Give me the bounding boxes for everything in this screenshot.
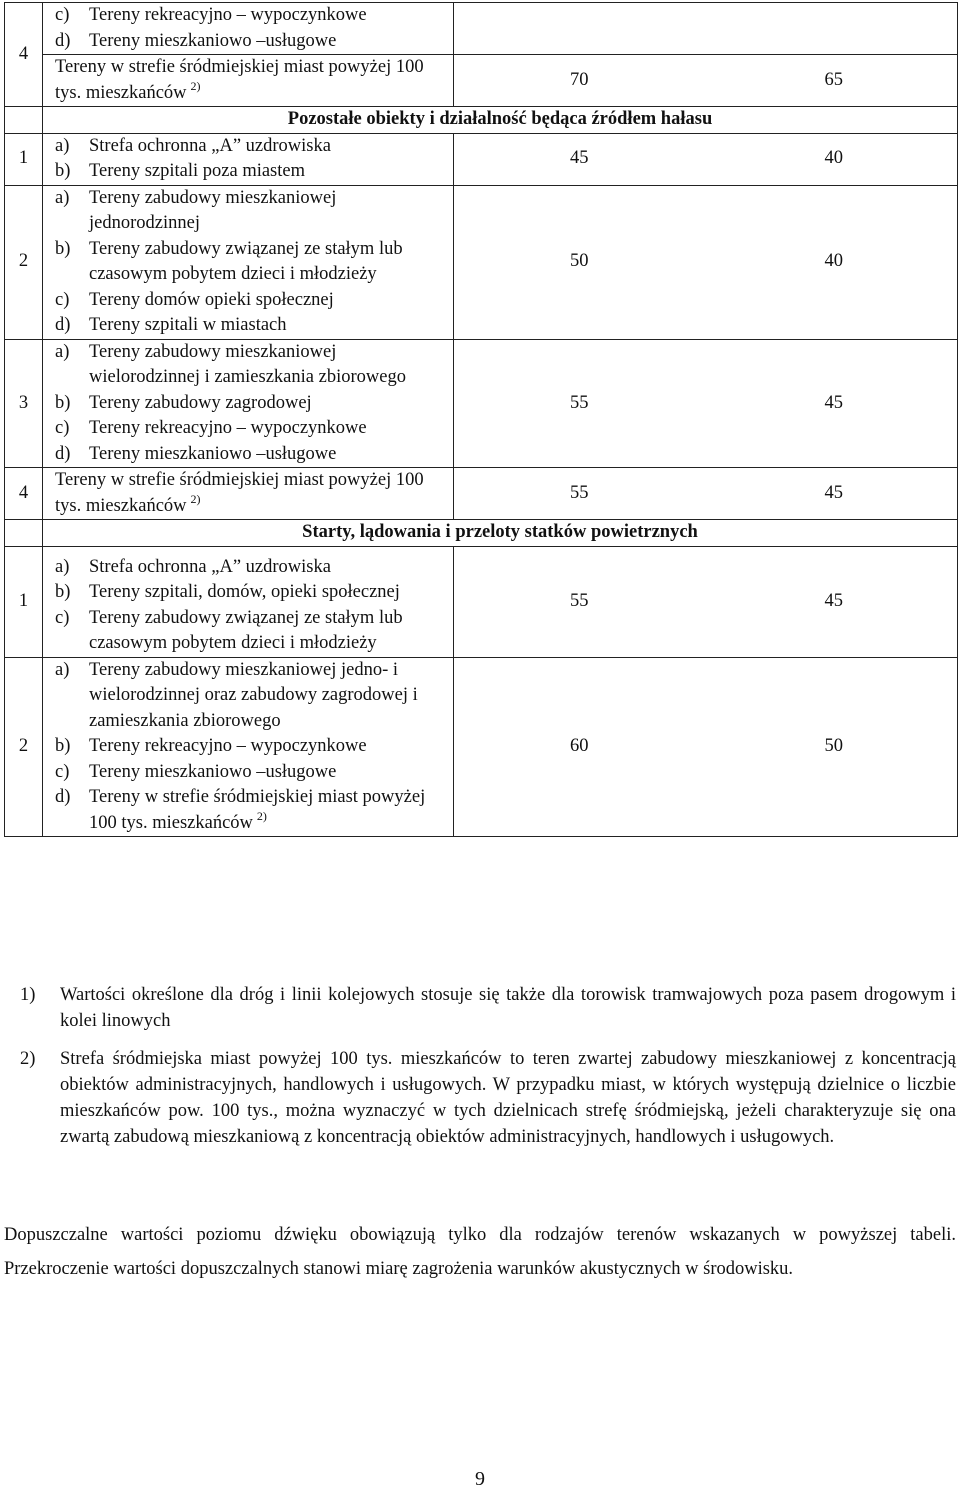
list-item (55, 29, 449, 55)
footnote-ref: 2) (190, 491, 201, 506)
item-label: b) (55, 238, 71, 259)
item-text (89, 442, 449, 468)
day-limit: 55 (570, 590, 589, 611)
item-text-content: Tereny rekreacyjno – wypoczynkowe (89, 5, 367, 25)
item-text (89, 416, 449, 442)
list-item (55, 658, 449, 735)
list-item (55, 606, 449, 657)
item-text-content: Tereny mieszkaniowo –usługowe (89, 761, 337, 782)
row-number: 3 (5, 339, 43, 468)
values-pair (454, 146, 957, 172)
night-limit: 50 (824, 736, 843, 756)
item-text-content: Tereny szpitali poza miastem (89, 161, 306, 181)
noise-limits-table (4, 2, 958, 837)
list-item (55, 134, 449, 160)
area-type-cell (43, 657, 454, 837)
values-pair (454, 481, 957, 507)
day-limit: 45 (570, 148, 589, 169)
cell-text-content: Tereny w strefie śródmiejskiej miast powyżej 100 tys. mieszkańców (55, 57, 424, 103)
item-label: a) (55, 341, 70, 362)
night-limit: 45 (824, 392, 843, 413)
section-number-cell (5, 107, 43, 134)
section-number-cell (5, 520, 43, 547)
area-type-cell (43, 3, 454, 55)
table-row (5, 468, 958, 520)
item-text (89, 340, 449, 391)
limit-values-cell (454, 546, 958, 657)
list-item (55, 760, 449, 786)
limit-values-cell (454, 468, 958, 520)
area-type-cell (43, 185, 454, 339)
values-pair (454, 734, 957, 760)
list-item (55, 3, 449, 29)
item-label: a) (55, 556, 70, 577)
item-text (89, 3, 449, 29)
section-header-row (5, 107, 958, 134)
row-number: 1 (5, 133, 43, 185)
footnote-label: 1) (20, 985, 36, 1005)
item-label: d) (55, 443, 71, 464)
day-limit: 50 (570, 251, 589, 272)
list-item (55, 340, 449, 391)
row-number: 4 (5, 3, 43, 107)
item-label: d) (55, 30, 71, 51)
item-text (89, 288, 449, 314)
section-title: Pozostałe obiekty i działalność będąca źródłem hałasu (43, 107, 958, 134)
item-text-content: Tereny zabudowy zagrodowej (89, 392, 312, 413)
footnote-ref: 2) (256, 808, 267, 823)
item-text (89, 391, 449, 417)
list-item (55, 416, 449, 442)
limit-values-cell (454, 3, 958, 55)
item-text (89, 29, 449, 55)
item-text (89, 313, 449, 339)
item-label: c) (55, 607, 70, 628)
item-label: c) (55, 5, 70, 25)
limit-values-cell (454, 657, 958, 837)
item-text (89, 555, 449, 581)
item-label: a) (55, 135, 70, 156)
list-item (55, 442, 449, 468)
area-type-cell (43, 468, 454, 520)
item-text (89, 760, 449, 786)
day-limit: 55 (570, 482, 589, 503)
list-item (55, 785, 449, 836)
item-label: b) (55, 582, 71, 602)
day-limit: 60 (570, 736, 589, 756)
footnote-ref: 2) (190, 78, 201, 93)
item-label: b) (55, 392, 71, 413)
item-text (89, 186, 449, 237)
item-label: b) (55, 161, 71, 181)
limit-values-cell (454, 185, 958, 339)
table-row (5, 339, 958, 468)
item-text-content: Tereny zabudowy związanej ze stałym lub czasowym pobytem dzieci i młodzieży (89, 607, 403, 653)
cell-text (55, 468, 449, 519)
item-text-content: Tereny szpitali w miastach (89, 315, 287, 335)
table-row (5, 3, 958, 55)
list-item (55, 186, 449, 237)
item-text-content: Strefa ochronna „A” uzdrowiska (89, 135, 331, 156)
cell-text-content: Tereny w strefie śródmiejskiej miast powyżej 100 tys. mieszkańców (55, 470, 424, 516)
list-item (55, 159, 449, 185)
day-limit: 55 (570, 392, 589, 413)
item-label: c) (55, 761, 70, 782)
list-item (55, 391, 449, 417)
item-text-content: Tereny domów opieki społecznej (89, 289, 334, 310)
table-row (5, 185, 958, 339)
limit-values-cell (454, 339, 958, 468)
limit-values-cell (454, 133, 958, 185)
area-type-cell (43, 55, 454, 107)
footnote (20, 982, 956, 1034)
row-number: 2 (5, 185, 43, 339)
list-item (55, 734, 449, 760)
section-header-row (5, 520, 958, 547)
item-text (89, 237, 449, 288)
row-number: 1 (5, 546, 43, 657)
area-type-cell (43, 339, 454, 468)
night-limit: 40 (824, 251, 843, 272)
item-text (89, 785, 449, 836)
item-text (89, 606, 449, 657)
item-label: b) (55, 736, 71, 756)
item-label: c) (55, 418, 70, 438)
item-text-content: Tereny rekreacyjno – wypoczynkowe (89, 418, 367, 438)
night-limit: 45 (824, 590, 843, 611)
item-text-content: Tereny zabudowy mieszkaniowej wielorodzinnej i zamieszkania zbiorowego (89, 341, 406, 387)
list-item (55, 555, 449, 581)
table-row (5, 55, 958, 107)
item-text (89, 134, 449, 160)
list-item (55, 580, 449, 606)
item-label: d) (55, 315, 71, 335)
table-row (5, 546, 958, 657)
cell-text (55, 55, 449, 106)
table-row (5, 657, 958, 837)
item-text (89, 159, 449, 185)
item-text (89, 580, 449, 606)
area-type-cell (43, 546, 454, 657)
item-text-content: Tereny mieszkaniowo –usługowe (89, 30, 337, 51)
item-text-content: Tereny zabudowy mieszkaniowej jednorodzinnej (89, 187, 337, 233)
item-text-content: Tereny w strefie śródmiejskiej miast powyżej 100 tys. mieszkańców (89, 787, 426, 833)
night-limit: 65 (824, 69, 843, 90)
item-label: a) (55, 659, 70, 680)
values-pair (454, 589, 957, 615)
page-number: 9 (475, 1468, 485, 1490)
day-limit: 70 (570, 69, 589, 90)
item-text-content: Tereny rekreacyjno – wypoczynkowe (89, 736, 367, 756)
values-pair (454, 391, 957, 417)
night-limit: 40 (824, 148, 843, 169)
footnote (20, 1046, 956, 1150)
footnote-text: Wartości określone dla dróg i linii kolejowych stosuje się także dla torowisk tramwajowych poza pasem drogowym i kolei linowych (60, 985, 956, 1031)
night-limit: 45 (824, 482, 843, 503)
values-pair (454, 68, 957, 94)
table-row (5, 133, 958, 185)
row-number: 4 (5, 468, 43, 520)
item-label: c) (55, 289, 70, 310)
footnote-label: 2) (20, 1049, 36, 1069)
item-text-content: Tereny zabudowy związanej ze stałym lub czasowym pobytem dzieci i młodzieży (89, 238, 403, 284)
footnotes (20, 982, 956, 1150)
list-item (55, 288, 449, 314)
item-text (89, 658, 449, 735)
item-text (89, 734, 449, 760)
list-item (55, 313, 449, 339)
item-label: d) (55, 787, 71, 807)
item-text-content: Tereny mieszkaniowo –usługowe (89, 443, 337, 464)
row-number: 2 (5, 657, 43, 837)
list-item (55, 237, 449, 288)
item-label: a) (55, 187, 70, 208)
item-text-content: Tereny zabudowy mieszkaniowej jedno- i wielorodzinnej oraz zabudowy zagrodowej i zamieszkania zbiorowego (89, 659, 418, 731)
values-pair (454, 249, 957, 275)
item-text-content: Tereny szpitali, domów, opieki społecznej (89, 582, 400, 602)
footnote-text: Strefa śródmiejska miast powyżej 100 tys. mieszkańców to teren zwartej zabudowy mieszkaniowej z koncentracją obiektów administracyjnych, handlowych i usługowych. W przypadku miast, w których występują dzielnice o liczbie mieszkańców pow. 100 tys., można wyznaczyć w tych dzielnicach strefę śródmiejską, jeżeli charakteryzuje się ona zwartą zabudową mieszkaniową z koncentracją obiektów administracyjnych, handlowych i usługowych. (60, 1049, 956, 1147)
area-type-cell (43, 133, 454, 185)
item-text-content: Strefa ochronna „A” uzdrowiska (89, 556, 331, 577)
limit-values-cell (454, 55, 958, 107)
section-title: Starty, lądowania i przeloty statków powietrznych (43, 520, 958, 547)
closing-paragraph: Dopuszczalne wartości poziomu dźwięku obowiązują tylko dla rodzajów terenów wskazanych w powyższej tabeli. Przekroczenie wartości dopuszczalnych stanowi miarę zagrożenia warunków akustycznych w środowisku. (4, 1225, 956, 1279)
